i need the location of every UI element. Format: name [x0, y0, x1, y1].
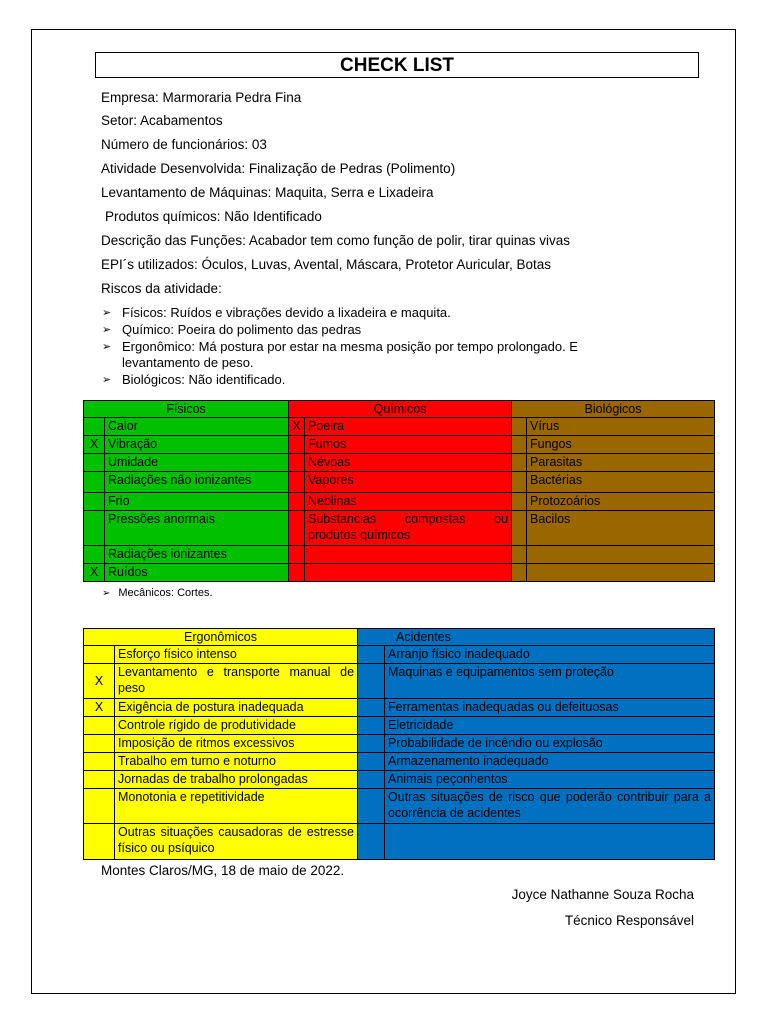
check-cell [358, 646, 385, 664]
header-acidentes: Acidentes [358, 629, 715, 646]
cell: Frio [105, 493, 289, 511]
table-row [84, 646, 715, 664]
check-cell: X [84, 664, 115, 699]
check-cell [358, 771, 385, 789]
check-cell [358, 699, 385, 717]
cell: Ferramentas inadequadas ou defeituosas [385, 699, 715, 717]
cell: Maquinas e equipamentos sem proteção [385, 664, 715, 699]
cell [305, 546, 512, 564]
check-cell [84, 771, 115, 789]
cell: Névoas [305, 454, 512, 472]
page-title: CHECK LIST [95, 52, 699, 78]
table-row [84, 824, 715, 860]
cell: Eletricidade [385, 717, 715, 735]
info-empresa: Empresa: Marmoraria Pedra Fina [101, 90, 302, 105]
check-cell [84, 493, 105, 511]
table-row [84, 735, 715, 753]
check-cell [512, 493, 527, 511]
table-row [84, 699, 715, 717]
check-cell [512, 436, 527, 454]
table-row [84, 436, 715, 454]
check-cell [512, 418, 527, 436]
cell: Neblinas [305, 493, 512, 511]
check-cell [358, 824, 385, 860]
risk-table-physical-chemical-biological [83, 400, 715, 582]
table-row [84, 511, 715, 546]
check-cell [358, 717, 385, 735]
cell [385, 824, 715, 860]
check-cell: X [84, 699, 115, 717]
check-cell: X [84, 436, 105, 454]
cell: Parasitas [527, 454, 715, 472]
cell: Outras situações causadoras de estresse físico ou psíquico [115, 824, 358, 860]
cell: Pressões anormais [105, 511, 289, 546]
table-row [84, 664, 715, 699]
cell [527, 564, 715, 582]
cell: Vapores [305, 472, 512, 493]
cell: Umidade [105, 454, 289, 472]
cell: Fumos [305, 436, 512, 454]
cell [305, 564, 512, 582]
table-row [84, 771, 715, 789]
info-atividade: Atividade Desenvolvida: Finalização de Pedras (Polimento) [101, 161, 456, 176]
cell: Esforço físico intenso [115, 646, 358, 664]
info-maquinas: Levantamento de Máquinas: Maquita, Serra e Lixadeira [101, 185, 434, 200]
cell [527, 546, 715, 564]
info-descricao-funcoes: Descrição das Funções: Acabador tem como função de polir, tirar quinas vivas [101, 233, 570, 248]
check-cell [512, 564, 527, 582]
check-cell [512, 546, 527, 564]
cell: Protozoários [527, 493, 715, 511]
check-cell [512, 472, 527, 493]
cell: Bacilos [527, 511, 715, 546]
cell: Vírus [527, 418, 715, 436]
check-cell [289, 546, 305, 564]
cell: Monotonia e repetitividade [115, 789, 358, 824]
check-cell [358, 735, 385, 753]
signatory-role: Técnico Responsável [564, 913, 694, 928]
cell: Radiações ionizantes [105, 546, 289, 564]
table-row [84, 546, 715, 564]
info-epi: EPI´s utilizados: Óculos, Luvas, Avental, Máscara, Protetor Auricular, Botas [101, 257, 551, 272]
list-item: ➢ Físicos: Ruídos e vibrações devido a lixadeira e maquita. [102, 305, 451, 320]
header-biologicos: Biológicos [512, 401, 715, 418]
risk-bullet-list [102, 305, 632, 389]
list-item: ➢ Químico: Poeira do polimento das pedras [102, 322, 362, 337]
cell: Controle rígido de produtividade [115, 717, 358, 735]
check-cell [358, 753, 385, 771]
info-numero-funcionarios: Número de funcionários: 03 [101, 137, 267, 152]
list-item: ➢ Ergonômico: Má postura por estar na mesma posição por tempo prolongado. E levantamento de peso. [102, 339, 578, 370]
table-row [84, 789, 715, 824]
cell: Calor [105, 418, 289, 436]
cell: Probabilidade de incêndio ou explosão [385, 735, 715, 753]
check-cell [84, 735, 115, 753]
header-fisicos: Físicos [84, 401, 289, 418]
cell: Arranjo físico inadequado [385, 646, 715, 664]
mecanicos-note: ➢ Mecânicos: Cortes. [102, 587, 213, 599]
info-setor: Setor: Acabamentos [101, 113, 223, 128]
arrow-bullet-icon: ➢ [102, 341, 112, 353]
cell: Vibração [105, 436, 289, 454]
cell: Exigência de postura inadequada [115, 699, 358, 717]
header-quimicos: Químicos [289, 401, 512, 418]
check-cell: X [289, 418, 305, 436]
cell: Animais peçonhentos [385, 771, 715, 789]
info-produtos-quimicos: Produtos químicos: Não Identificado [105, 209, 322, 224]
check-cell [289, 511, 305, 546]
signatory-name: Joyce Nathanne Souza Rocha [511, 887, 694, 902]
arrow-bullet-icon: ➢ [102, 307, 112, 319]
table-row [84, 564, 715, 582]
arrow-bullet-icon: ➢ [102, 588, 111, 599]
cell: Imposição de ritmos excessivos [115, 735, 358, 753]
cell: Ruídos [105, 564, 289, 582]
check-cell [84, 472, 105, 493]
table-row [84, 717, 715, 735]
check-cell [289, 472, 305, 493]
check-cell [289, 493, 305, 511]
header-ergonomicos: Ergonômicos [84, 629, 358, 646]
list-item: ➢ Biológicos: Não identificado. [102, 372, 286, 387]
table-row [84, 418, 715, 436]
arrow-bullet-icon: ➢ [102, 374, 112, 386]
table-row [84, 454, 715, 472]
risk-table-ergonomic-accidents [83, 628, 715, 860]
cell: Bactérias [527, 472, 715, 493]
cell: Radiações não ionizantes [105, 472, 289, 493]
check-cell [84, 511, 105, 546]
check-cell [289, 436, 305, 454]
cell: Trabalho em turno e noturno [115, 753, 358, 771]
check-cell [84, 789, 115, 824]
check-cell [289, 564, 305, 582]
cell: Fungos [527, 436, 715, 454]
cell: Outras situações de risco que poderão contribuir para a ocorrência de acidentes [385, 789, 715, 824]
table-row [84, 472, 715, 493]
check-cell [512, 454, 527, 472]
table-row [84, 753, 715, 771]
cell: Jornadas de trabalho prolongadas [115, 771, 358, 789]
check-cell: X [84, 564, 105, 582]
check-cell [84, 454, 105, 472]
check-cell [358, 664, 385, 699]
cell: Armazenamento inadequado [385, 753, 715, 771]
check-cell [84, 646, 115, 664]
check-cell [84, 546, 105, 564]
check-cell [84, 418, 105, 436]
cell: Poeira [305, 418, 512, 436]
cell: Levantamento e transporte manual de peso [115, 664, 358, 699]
table-row [84, 493, 715, 511]
place-date: Montes Claros/MG, 18 de maio de 2022. [101, 863, 345, 878]
check-cell [358, 789, 385, 824]
check-cell [84, 753, 115, 771]
check-cell [84, 717, 115, 735]
info-riscos-label: Riscos da atividade: [101, 281, 222, 296]
cell: Substancias compostas ou produtos químicos [305, 511, 512, 546]
check-cell [84, 824, 115, 860]
table-header-row [84, 401, 715, 418]
check-cell [289, 454, 305, 472]
arrow-bullet-icon: ➢ [102, 324, 112, 336]
check-cell [512, 511, 527, 546]
table-header-row [84, 629, 715, 646]
